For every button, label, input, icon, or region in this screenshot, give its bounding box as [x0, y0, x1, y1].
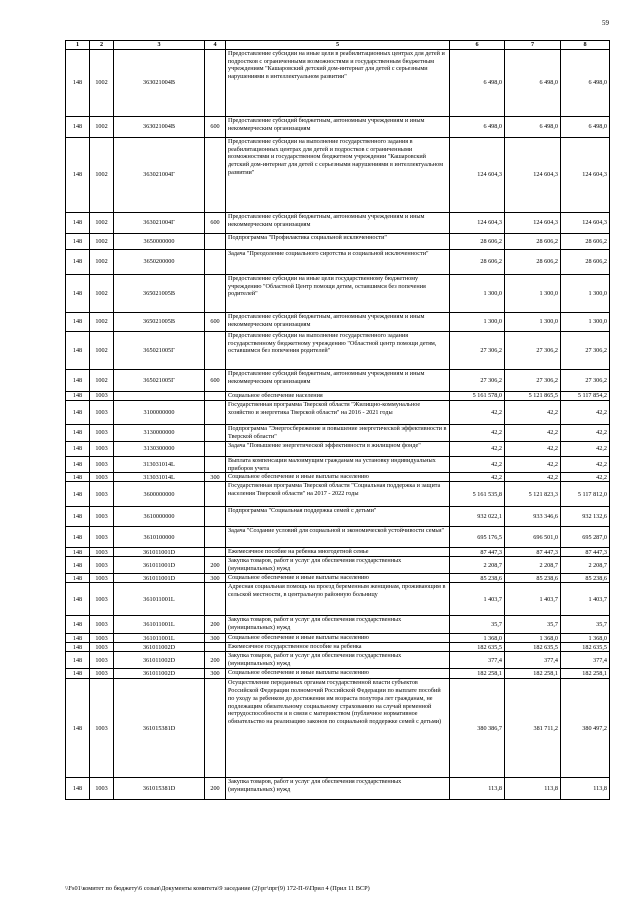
cell-target-article: 365021005Г	[114, 370, 205, 392]
column-header: 7	[505, 41, 561, 50]
cell-year-2: 28 606,2	[505, 250, 561, 275]
cell-name: Задача "Преодоление социального сиротства и социальной исключенности"	[226, 250, 450, 275]
cell-target-article: 365021005В	[114, 275, 205, 313]
cell-year-1: 1 403,7	[450, 583, 505, 616]
cell-name: Закупка товаров, работ и услуг для обеспечения государственных (муниципальных) нужд	[226, 557, 450, 574]
cell-gp: 148	[66, 679, 90, 778]
cell-target-article: 365021005Г	[114, 332, 205, 370]
cell-gp: 148	[66, 313, 90, 332]
cell-section: 1002	[90, 117, 114, 138]
cell-gp: 148	[66, 643, 90, 652]
cell-section: 1003	[90, 557, 114, 574]
cell-year-1: 2 208,7	[450, 557, 505, 574]
cell-year-3: 182 635,5	[561, 643, 610, 652]
cell-year-2: 696 501,0	[505, 527, 561, 548]
table-row	[66, 778, 610, 800]
table-row	[66, 425, 610, 442]
cell-gp: 148	[66, 634, 90, 643]
cell-year-1: 124 604,3	[450, 213, 505, 234]
table-row	[66, 370, 610, 392]
cell-year-3: 182 258,1	[561, 669, 610, 679]
cell-section: 1002	[90, 213, 114, 234]
cell-year-2: 5 121 823,3	[505, 482, 561, 507]
cell-target-article	[114, 392, 205, 401]
cell-target-article: 3130000000	[114, 425, 205, 442]
table-row	[66, 117, 610, 138]
cell-name: Социальное обеспечение и иные выплаты населению	[226, 669, 450, 679]
cell-year-1: 124 604,3	[450, 138, 505, 213]
cell-year-3: 113,8	[561, 778, 610, 800]
cell-name: Социальное обеспечение населения	[226, 392, 450, 401]
table-row	[66, 634, 610, 643]
cell-target-article: 361011001L	[114, 634, 205, 643]
cell-expense-type: 600	[205, 313, 226, 332]
cell-year-2: 124 604,3	[505, 213, 561, 234]
cell-year-3: 1 403,7	[561, 583, 610, 616]
cell-gp: 148	[66, 457, 90, 473]
cell-name: Предоставление субсидии на выполнение государственного задания в реабилитационных центрах для детей и подростков с ограниченными возможностями и государственном бюджетном учреждении "Кашаровский детский дом-интернат для детей с серьезными нарушениями в интеллектуальном развитии"	[226, 138, 450, 213]
cell-section: 1003	[90, 425, 114, 442]
cell-year-1: 42,2	[450, 401, 505, 425]
cell-name: Подпрограмма "Профилактика социальной исключенности"	[226, 234, 450, 250]
table-row	[66, 557, 610, 574]
cell-section: 1003	[90, 634, 114, 643]
cell-gp: 148	[66, 548, 90, 557]
cell-year-3: 5 117 854,2	[561, 392, 610, 401]
cell-year-3: 85 238,6	[561, 574, 610, 583]
cell-name: Предоставление субсидий бюджетным, автономным учреждениям и иным некоммерческим организациям	[226, 313, 450, 332]
cell-name: Осуществление переданных органам государственной власти субъектов Российской Федерации полномочий Российской Федерации по выплате пособий по уходу за ребенком до достижения им возраста полутора лет гражданам, не подлежащим обязательному социальному страхованию на случай временной нетрудоспособности и в связи с материнством (публичное нормативное обязательство на реализацию законов по социальной поддержке семей с детьми)	[226, 679, 450, 778]
cell-gp: 148	[66, 425, 90, 442]
cell-section: 1002	[90, 313, 114, 332]
cell-year-1: 113,8	[450, 778, 505, 800]
cell-year-2: 27 306,2	[505, 332, 561, 370]
cell-year-2: 27 306,2	[505, 370, 561, 392]
cell-year-2: 381 711,2	[505, 679, 561, 778]
table-row	[66, 332, 610, 370]
cell-year-2: 377,4	[505, 652, 561, 669]
cell-target-article: 361011001D	[114, 557, 205, 574]
cell-year-3: 27 306,2	[561, 332, 610, 370]
cell-expense-type: 300	[205, 473, 226, 482]
cell-year-3: 42,2	[561, 425, 610, 442]
cell-year-2: 933 346,6	[505, 507, 561, 527]
table-row	[66, 50, 610, 117]
cell-expense-type: 300	[205, 669, 226, 679]
cell-target-article: 361015381D	[114, 679, 205, 778]
table-row	[66, 457, 610, 473]
cell-gp: 148	[66, 138, 90, 213]
cell-gp: 148	[66, 392, 90, 401]
cell-year-1: 27 306,2	[450, 332, 505, 370]
cell-year-2: 1 368,0	[505, 634, 561, 643]
cell-year-2: 5 121 865,5	[505, 392, 561, 401]
cell-target-article: 313031014L	[114, 457, 205, 473]
cell-expense-type	[205, 457, 226, 473]
cell-expense-type: 300	[205, 574, 226, 583]
cell-expense-type: 200	[205, 616, 226, 634]
cell-year-3: 124 604,3	[561, 213, 610, 234]
cell-expense-type	[205, 643, 226, 652]
cell-year-2: 42,2	[505, 442, 561, 457]
table-row	[66, 669, 610, 679]
cell-gp: 148	[66, 527, 90, 548]
cell-year-1: 1 300,0	[450, 313, 505, 332]
cell-target-article: 361011001L	[114, 616, 205, 634]
cell-expense-type	[205, 250, 226, 275]
cell-section: 1003	[90, 652, 114, 669]
cell-name: Подпрограмма "Энергосбережение и повышение энергетической эффективности в Тверской области"	[226, 425, 450, 442]
table-row	[66, 652, 610, 669]
cell-year-3: 695 287,0	[561, 527, 610, 548]
cell-year-2: 182 635,5	[505, 643, 561, 652]
cell-target-article: 361011001D	[114, 574, 205, 583]
cell-gp: 148	[66, 332, 90, 370]
cell-name: Предоставление субсидии на иные цели государственному бюджетному учреждению "Областной Центр помощи детям, оставшимся без попечения родителей"	[226, 275, 450, 313]
table-row	[66, 616, 610, 634]
cell-expense-type	[205, 442, 226, 457]
cell-gp: 148	[66, 234, 90, 250]
cell-name: Предоставление субсидий бюджетным, автономным учреждениям и иным некоммерческим организациям	[226, 370, 450, 392]
cell-year-2: 42,2	[505, 473, 561, 482]
table-row	[66, 234, 610, 250]
cell-year-1: 28 606,2	[450, 250, 505, 275]
cell-expense-type: 600	[205, 213, 226, 234]
column-header: 1	[66, 41, 90, 50]
cell-target-article: 363021004В	[114, 50, 205, 117]
cell-expense-type	[205, 548, 226, 557]
cell-name: Задача "Повышение энергетической эффективности в жилищном фонде"	[226, 442, 450, 457]
cell-expense-type: 200	[205, 778, 226, 800]
cell-year-1: 42,2	[450, 457, 505, 473]
cell-target-article: 3600000000	[114, 482, 205, 507]
cell-name: Закупка товаров, работ и услуг для обеспечения государственных (муниципальных) нужд	[226, 616, 450, 634]
cell-year-3: 42,2	[561, 457, 610, 473]
table-row	[66, 213, 610, 234]
cell-name: Предоставление субсидии на иные цели в реабилитационных центрах для детей и подростков с ограниченными возможностями и государственным бюджетным учреждениям "Кашаровский детский дом-интернат для детей с серьезными нарушениями в интеллектуальном развитии"	[226, 50, 450, 117]
cell-section: 1003	[90, 616, 114, 634]
cell-gp: 148	[66, 213, 90, 234]
cell-year-2: 85 238,6	[505, 574, 561, 583]
cell-gp: 148	[66, 401, 90, 425]
cell-year-3: 2 208,7	[561, 557, 610, 574]
cell-year-3: 35,7	[561, 616, 610, 634]
cell-target-article: 363021004Г	[114, 138, 205, 213]
cell-section: 1002	[90, 370, 114, 392]
cell-gp: 148	[66, 507, 90, 527]
cell-section: 1002	[90, 138, 114, 213]
cell-target-article: 361011001L	[114, 583, 205, 616]
cell-year-1: 5 161 578,0	[450, 392, 505, 401]
cell-year-3: 380 497,2	[561, 679, 610, 778]
cell-year-3: 28 606,2	[561, 234, 610, 250]
cell-name: Социальное обеспечение и иные выплаты населению	[226, 473, 450, 482]
cell-year-1: 35,7	[450, 616, 505, 634]
cell-year-3: 1 300,0	[561, 275, 610, 313]
table-row	[66, 507, 610, 527]
cell-gp: 148	[66, 574, 90, 583]
cell-gp: 148	[66, 557, 90, 574]
cell-name: Ежемесячное государственное пособие на ребенка	[226, 643, 450, 652]
table-row	[66, 643, 610, 652]
cell-target-article: 361015381D	[114, 778, 205, 800]
cell-year-3: 1 300,0	[561, 313, 610, 332]
cell-year-2: 182 258,1	[505, 669, 561, 679]
table-row	[66, 250, 610, 275]
cell-gp: 148	[66, 50, 90, 117]
cell-expense-type: 200	[205, 652, 226, 669]
cell-section: 1003	[90, 527, 114, 548]
cell-expense-type	[205, 482, 226, 507]
cell-year-1: 380 386,7	[450, 679, 505, 778]
cell-year-2: 2 208,7	[505, 557, 561, 574]
cell-year-3: 28 606,2	[561, 250, 610, 275]
column-header: 4	[205, 41, 226, 50]
cell-expense-type: 300	[205, 634, 226, 643]
cell-expense-type	[205, 392, 226, 401]
cell-target-article: 313031014L	[114, 473, 205, 482]
table-row	[66, 275, 610, 313]
cell-section: 1003	[90, 482, 114, 507]
cell-expense-type	[205, 332, 226, 370]
cell-section: 1003	[90, 679, 114, 778]
cell-year-2: 42,2	[505, 457, 561, 473]
cell-gp: 148	[66, 778, 90, 800]
table-row	[66, 482, 610, 507]
cell-year-3: 6 498,0	[561, 117, 610, 138]
table-row	[66, 548, 610, 557]
cell-year-3: 1 368,0	[561, 634, 610, 643]
cell-year-1: 1 368,0	[450, 634, 505, 643]
column-header: 8	[561, 41, 610, 50]
cell-gp: 148	[66, 473, 90, 482]
cell-gp: 148	[66, 442, 90, 457]
cell-section: 1003	[90, 643, 114, 652]
cell-year-1: 28 606,2	[450, 234, 505, 250]
cell-year-1: 85 238,6	[450, 574, 505, 583]
cell-target-article: 361011002D	[114, 652, 205, 669]
cell-gp: 148	[66, 275, 90, 313]
cell-year-1: 27 306,2	[450, 370, 505, 392]
cell-expense-type	[205, 507, 226, 527]
cell-expense-type	[205, 583, 226, 616]
cell-year-2: 1 403,7	[505, 583, 561, 616]
cell-name: Предоставление субсидии на выполнение государственного задания государственному бюджетному учреждению "Областной центр помощи детям, оставшимся без попечения родителей"	[226, 332, 450, 370]
cell-year-1: 5 161 535,8	[450, 482, 505, 507]
cell-gp: 148	[66, 616, 90, 634]
cell-year-1: 182 258,1	[450, 669, 505, 679]
cell-section: 1003	[90, 548, 114, 557]
cell-year-3: 42,2	[561, 401, 610, 425]
cell-name: Государственная программа Тверской области "Социальная поддержка и защита населения Тверской области" на 2017 - 2022 годы	[226, 482, 450, 507]
cell-expense-type	[205, 234, 226, 250]
cell-section: 1003	[90, 392, 114, 401]
table-row	[66, 138, 610, 213]
cell-year-1: 6 498,0	[450, 117, 505, 138]
cell-year-1: 695 176,5	[450, 527, 505, 548]
cell-gp: 148	[66, 250, 90, 275]
table-row	[66, 583, 610, 616]
column-header: 3	[114, 41, 205, 50]
cell-target-article: 3610000000	[114, 507, 205, 527]
cell-expense-type	[205, 425, 226, 442]
cell-target-article: 3650000000	[114, 234, 205, 250]
cell-expense-type	[205, 401, 226, 425]
cell-year-1: 932 022,1	[450, 507, 505, 527]
cell-year-3: 6 498,0	[561, 50, 610, 117]
cell-year-2: 6 498,0	[505, 50, 561, 117]
cell-name: Социальное обеспечение и иные выплаты населению	[226, 574, 450, 583]
cell-year-2: 42,2	[505, 425, 561, 442]
table-row	[66, 574, 610, 583]
cell-section: 1003	[90, 473, 114, 482]
cell-name: Задача "Создание условий для социальной и экономической устойчивости семьи"	[226, 527, 450, 548]
cell-year-1: 87 447,3	[450, 548, 505, 557]
cell-year-2: 113,8	[505, 778, 561, 800]
cell-year-2: 35,7	[505, 616, 561, 634]
cell-target-article: 3650200000	[114, 250, 205, 275]
cell-year-3: 42,2	[561, 442, 610, 457]
cell-target-article: 361011002D	[114, 643, 205, 652]
table-row	[66, 313, 610, 332]
column-header: 6	[450, 41, 505, 50]
cell-year-1: 42,2	[450, 442, 505, 457]
cell-target-article: 365021005В	[114, 313, 205, 332]
cell-year-3: 5 117 812,0	[561, 482, 610, 507]
column-header: 5	[226, 41, 450, 50]
cell-expense-type	[205, 527, 226, 548]
table-row	[66, 527, 610, 548]
table-row	[66, 679, 610, 778]
cell-year-1: 42,2	[450, 473, 505, 482]
table-row	[66, 392, 610, 401]
cell-section: 1002	[90, 50, 114, 117]
cell-expense-type: 600	[205, 370, 226, 392]
cell-section: 1003	[90, 778, 114, 800]
table-row	[66, 442, 610, 457]
cell-name: Предоставление субсидий бюджетным, автономным учреждениям и иным некоммерческим организациям	[226, 117, 450, 138]
cell-expense-type	[205, 275, 226, 313]
cell-name: Государственная программа Тверской области "Жилищно-коммунальное хозяйство и энергетика Тверской области" на 2016 - 2021 годы	[226, 401, 450, 425]
cell-year-3: 124 604,3	[561, 138, 610, 213]
cell-gp: 148	[66, 117, 90, 138]
cell-section: 1003	[90, 669, 114, 679]
cell-name: Адресная социальная помощь на проезд беременным женщинам, проживающим в сельской местности, в центральную районную больницу	[226, 583, 450, 616]
cell-year-3: 87 447,3	[561, 548, 610, 557]
cell-year-1: 182 635,5	[450, 643, 505, 652]
cell-section: 1002	[90, 250, 114, 275]
cell-name: Предоставление субсидий бюджетным, автономным учреждениям и иным некоммерческим организациям	[226, 213, 450, 234]
cell-target-article: 3100000000	[114, 401, 205, 425]
table-row	[66, 473, 610, 482]
cell-gp: 148	[66, 652, 90, 669]
cell-target-article: 363021004Г	[114, 213, 205, 234]
cell-expense-type: 600	[205, 117, 226, 138]
cell-section: 1003	[90, 401, 114, 425]
cell-year-3: 932 132,6	[561, 507, 610, 527]
cell-year-2: 1 300,0	[505, 275, 561, 313]
cell-name: Социальное обеспечение и иные выплаты населению	[226, 634, 450, 643]
cell-expense-type: 200	[205, 557, 226, 574]
cell-name: Закупка товаров, работ и услуг для обеспечения государственных (муниципальных) нужд	[226, 778, 450, 800]
cell-target-article: 361011001D	[114, 548, 205, 557]
cell-section: 1003	[90, 583, 114, 616]
cell-target-article: 3610100000	[114, 527, 205, 548]
cell-name: Ежемесячное пособие на ребенка многодетной семье	[226, 548, 450, 557]
cell-year-1: 1 300,0	[450, 275, 505, 313]
cell-year-1: 377,4	[450, 652, 505, 669]
cell-gp: 148	[66, 669, 90, 679]
footer-path: \\Fs01\комитет по бюджету\6 созыв\Документы комитета\9 заседание (2)\рг\прг(9) 172-П-6\Прил 4 (Прил 11 ВСР)	[65, 885, 370, 892]
cell-year-3: 27 306,2	[561, 370, 610, 392]
cell-name: Выплата компенсации малоимущим гражданам на установку индивидуальных приборов учета	[226, 457, 450, 473]
cell-year-3: 377,4	[561, 652, 610, 669]
cell-year-2: 1 300,0	[505, 313, 561, 332]
cell-gp: 148	[66, 583, 90, 616]
cell-section: 1002	[90, 332, 114, 370]
column-header: 2	[90, 41, 114, 50]
cell-section: 1003	[90, 507, 114, 527]
cell-target-article: 3130300000	[114, 442, 205, 457]
cell-target-article: 361011002D	[114, 669, 205, 679]
cell-name: Подпрограмма "Социальная поддержка семей с детьми"	[226, 507, 450, 527]
cell-expense-type	[205, 679, 226, 778]
cell-section: 1003	[90, 574, 114, 583]
cell-target-article: 363021004В	[114, 117, 205, 138]
cell-expense-type	[205, 50, 226, 117]
cell-section: 1003	[90, 442, 114, 457]
cell-section: 1003	[90, 457, 114, 473]
cell-section: 1002	[90, 234, 114, 250]
cell-year-3: 42,2	[561, 473, 610, 482]
cell-year-2: 124 604,3	[505, 138, 561, 213]
budget-table	[65, 40, 610, 800]
cell-expense-type	[205, 138, 226, 213]
cell-year-2: 87 447,3	[505, 548, 561, 557]
cell-gp: 148	[66, 370, 90, 392]
cell-year-1: 6 498,0	[450, 50, 505, 117]
table-row	[66, 401, 610, 425]
cell-year-1: 42,2	[450, 425, 505, 442]
header-row	[66, 41, 610, 50]
cell-name: Закупка товаров, работ и услуг для обеспечения государственных (муниципальных) нужд	[226, 652, 450, 669]
cell-section: 1002	[90, 275, 114, 313]
page-number: 59	[602, 19, 609, 27]
cell-year-2: 6 498,0	[505, 117, 561, 138]
cell-year-2: 28 606,2	[505, 234, 561, 250]
cell-gp: 148	[66, 482, 90, 507]
cell-year-2: 42,2	[505, 401, 561, 425]
